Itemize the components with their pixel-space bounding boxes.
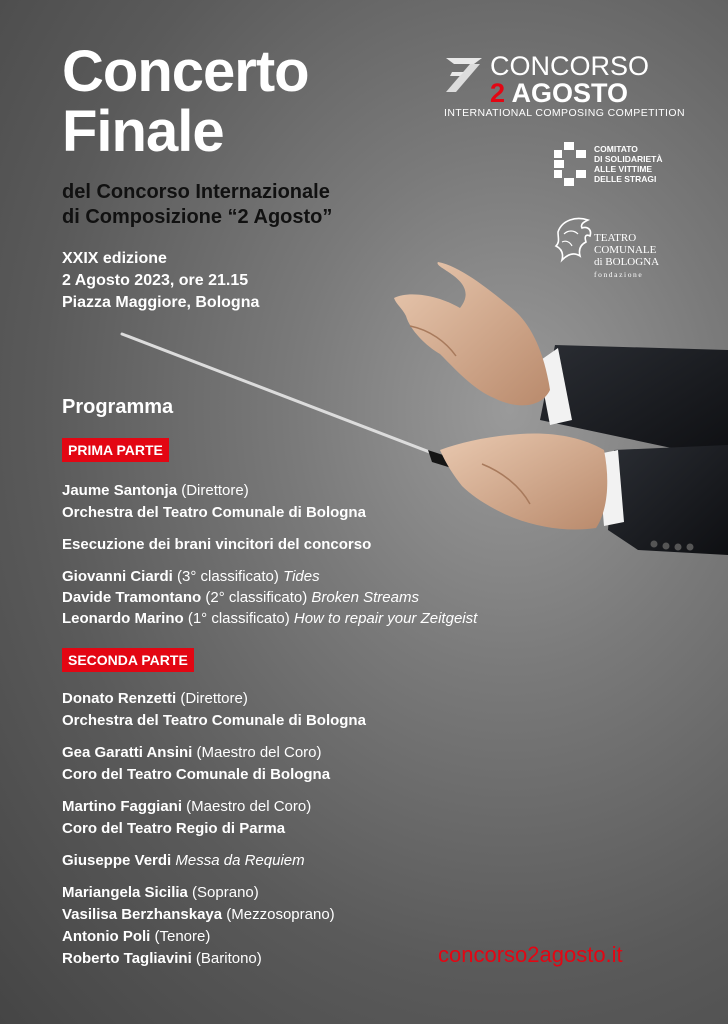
coro2-maestro — [62, 798, 311, 816]
comitato-logo — [552, 140, 682, 192]
soloist-mezzosoprano — [62, 906, 335, 924]
performer-name: Donato Renzetti — [62, 690, 177, 707]
title-line-2: Finale — [62, 99, 224, 164]
winner-work: Broken Streams — [311, 589, 419, 606]
concorso-mark-icon — [442, 54, 486, 94]
title-line-1: Concerto — [62, 39, 309, 104]
comitato-mark-icon — [552, 140, 588, 190]
performer-name: Martino Faggiani — [62, 798, 182, 815]
teatro-line: COMUNALE — [594, 244, 657, 256]
teatro-line: TEATRO — [594, 232, 637, 244]
website-link[interactable]: concorso2agosto.it — [438, 942, 623, 967]
seconda-parte-badge: SECONDA PARTE — [62, 648, 194, 672]
soloist-name: Antonio Poli — [62, 928, 151, 945]
soloist-role: (Mezzosoprano) — [222, 906, 335, 923]
prima-esecuzione — [62, 536, 371, 554]
soloist-name: Roberto Tagliavini — [62, 950, 192, 967]
soloist-tenore — [62, 928, 210, 946]
winner-rank: (2° classificato) — [201, 589, 312, 606]
poster-title — [62, 39, 309, 164]
performer-role: (Direttore) — [176, 690, 248, 707]
winner-3 — [62, 568, 320, 586]
programma-heading: Programma — [62, 396, 174, 418]
subtitle-line-1: del Concorso Internazionale — [62, 181, 330, 203]
comitato-line: DI SOLIDARIETÀ — [594, 154, 663, 164]
ensemble-name: Coro del Teatro Regio di Parma — [62, 820, 286, 837]
soloist-name: Mariangela Sicilia — [62, 884, 188, 901]
comitato-line: DELLE STRAGI — [594, 174, 657, 184]
subtitle-line-2: di Composizione “2 Agosto” — [62, 206, 333, 228]
main-work — [62, 852, 305, 870]
programme-note: Esecuzione dei brani vincitori del concorso — [62, 536, 372, 553]
performer-role: (Direttore) — [177, 482, 249, 499]
prima-parte-badge: PRIMA PARTE — [62, 438, 169, 462]
soloist-baritono — [62, 950, 262, 968]
soloist-role: (Soprano) — [187, 884, 259, 901]
conductor-hands-illustration — [110, 250, 728, 570]
baton — [122, 334, 440, 456]
composer-name: Giuseppe Verdi — [62, 852, 172, 869]
soloist-name: Vasilisa Berzhanskaya — [62, 906, 223, 923]
performer-name: Gea Garatti Ansini — [62, 744, 193, 761]
soloist-soprano — [62, 884, 259, 902]
comitato-line: COMITATO — [594, 144, 638, 154]
teatro-line: di BOLOGNA — [594, 256, 660, 268]
work-title: Messa da Requiem — [175, 852, 305, 869]
soloist-role: (Baritono) — [191, 950, 262, 967]
comitato-text — [594, 144, 662, 184]
winner-rank: (1° classificato) — [183, 610, 294, 627]
prima-orchestra — [62, 504, 366, 522]
seconda-orchestra — [62, 712, 366, 730]
performer-role: (Maestro del Coro) — [192, 744, 322, 761]
event-date: 2 Agosto 2023, ore 21.15 — [62, 272, 249, 289]
comitato-line: ALLE VITTIME — [594, 164, 653, 174]
winner-rank: (3° classificato) — [172, 568, 284, 585]
winner-work: How to repair your Zeitgeist — [293, 610, 478, 627]
teatro-fondazione: fondazione — [594, 270, 644, 279]
concorso-tagline: INTERNATIONAL COMPOSING COMPETITION — [444, 107, 685, 119]
coro1-maestro — [62, 744, 322, 762]
concorso-word: CONCORSO — [490, 51, 650, 81]
concorso-number: 2 — [490, 78, 506, 108]
event-place: Piazza Maggiore, Bologna — [62, 294, 260, 311]
winner-name: Leonardo Marino — [62, 610, 184, 627]
winner-work: Tides — [283, 568, 320, 585]
concorso-2-agosto — [490, 79, 628, 107]
ensemble-name: Orchestra del Teatro Comunale di Bologna — [62, 504, 366, 521]
performer-name: Jaume Santonja — [62, 482, 178, 499]
performer-role: (Maestro del Coro) — [182, 798, 312, 815]
coro1 — [62, 766, 330, 784]
winner-1 — [62, 610, 477, 628]
winner-name: Giovanni Ciardi — [62, 568, 173, 585]
winner-2 — [62, 589, 419, 607]
winner-name: Davide Tramontano — [62, 589, 202, 606]
ensemble-name: Coro del Teatro Comunale di Bologna — [62, 766, 331, 783]
soloist-role: (Tenore) — [150, 928, 211, 945]
concorso-logo — [442, 51, 685, 122]
ensemble-name: Orchestra del Teatro Comunale di Bologna — [62, 712, 366, 729]
seconda-direttore — [62, 690, 248, 708]
coro2 — [62, 820, 285, 838]
edition: XXIX edizione — [62, 250, 167, 267]
poster-subtitle — [62, 180, 332, 230]
prima-direttore — [62, 482, 249, 500]
concorso-agosto: AGOSTO — [511, 78, 629, 108]
